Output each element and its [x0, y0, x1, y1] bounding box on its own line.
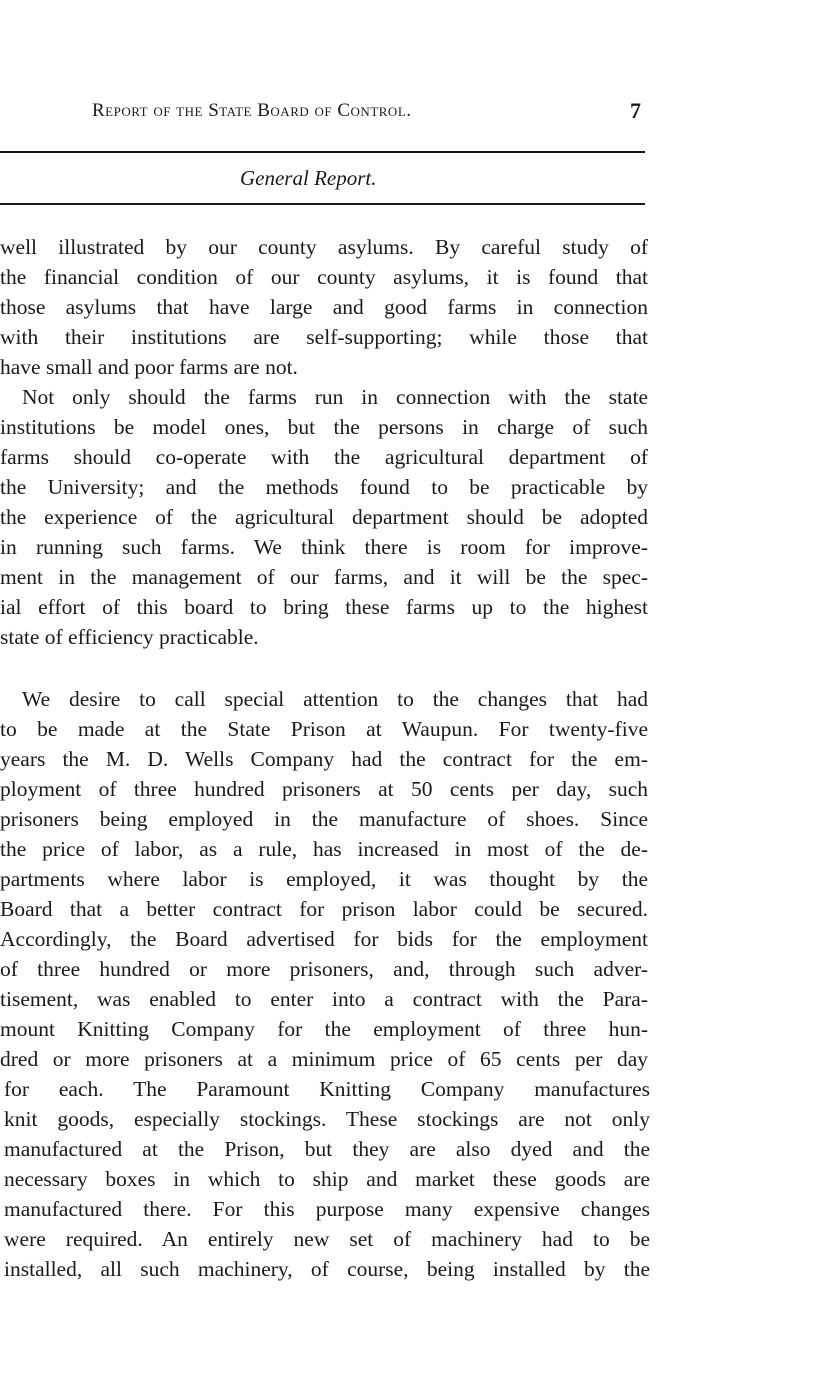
header-rule-top	[0, 151, 645, 153]
header-rule-bottom	[0, 203, 645, 205]
text-line: dred or more prisoners at a minimum price of 65 cents per day	[0, 1047, 648, 1071]
text-line: well illustrated by our county asylums. By careful study of	[0, 235, 648, 259]
text-line: farms should co-operate with the agricultural department of	[0, 445, 648, 469]
text-line: installed, all such machinery, of course, being installed by the	[4, 1257, 650, 1281]
text-line: have small and poor farms are not.	[0, 355, 298, 379]
text-line: prisoners being employed in the manufacture of shoes. Since	[0, 807, 648, 831]
text-line: Board that a better contract for prison labor could be secured.	[0, 897, 648, 921]
running-title: Report of the State Board of Control.	[92, 100, 412, 121]
text-line: Not only should the farms run in connection with the state	[22, 385, 648, 409]
text-line: the experience of the agricultural department should be adopted	[0, 505, 648, 529]
text-line: state of efficiency practicable.	[0, 625, 259, 649]
text-line: the price of labor, as a rule, has increased in most of the de-	[0, 837, 648, 861]
text-line: manufactured there. For this purpose many expensive changes	[4, 1197, 650, 1221]
section-title: General Report.	[240, 166, 377, 190]
text-line: the University; and the methods found to be practicable by	[0, 475, 648, 499]
text-line: to be made at the State Prison at Waupun. For twenty-five	[0, 717, 648, 741]
text-line: years the M. D. Wells Company had the contract for the em-	[0, 747, 648, 771]
text-line: mount Knitting Company for the employment of three hun-	[0, 1017, 648, 1041]
text-line: manufactured at the Prison, but they are also dyed and the	[4, 1137, 650, 1161]
text-line: tisement, was enabled to enter into a contract with the Para-	[0, 987, 648, 1011]
text-line: partments where labor is employed, it was thought by the	[0, 867, 648, 891]
text-line: for each. The Paramount Knitting Company manufactures	[4, 1077, 650, 1101]
text-line: with their institutions are self-supporting; while those that	[0, 325, 648, 349]
text-line: We desire to call special attention to the changes that had	[22, 687, 648, 711]
text-line: ment in the management of our farms, and it will be the spec-	[0, 565, 648, 589]
text-line: the financial condition of our county asylums, it is found that	[0, 265, 648, 289]
text-line: necessary boxes in which to ship and market these goods are	[4, 1167, 650, 1191]
text-line: in running such farms. We think there is room for improve-	[0, 535, 648, 559]
text-line: Accordingly, the Board advertised for bids for the employment	[0, 927, 648, 951]
text-line: ployment of three hundred prisoners at 50 cents per day, such	[0, 777, 648, 801]
text-line: institutions be model ones, but the persons in charge of such	[0, 415, 648, 439]
text-line: knit goods, especially stockings. These stockings are not only	[4, 1107, 650, 1131]
text-line: those asylums that have large and good farms in connection	[0, 295, 648, 319]
page-number: 7	[630, 98, 641, 123]
text-line: of three hundred or more prisoners, and, through such adver-	[0, 957, 648, 981]
text-line: were required. An entirely new set of machinery had to be	[4, 1227, 650, 1251]
text-line: ial effort of this board to bring these farms up to the highest	[0, 595, 648, 619]
